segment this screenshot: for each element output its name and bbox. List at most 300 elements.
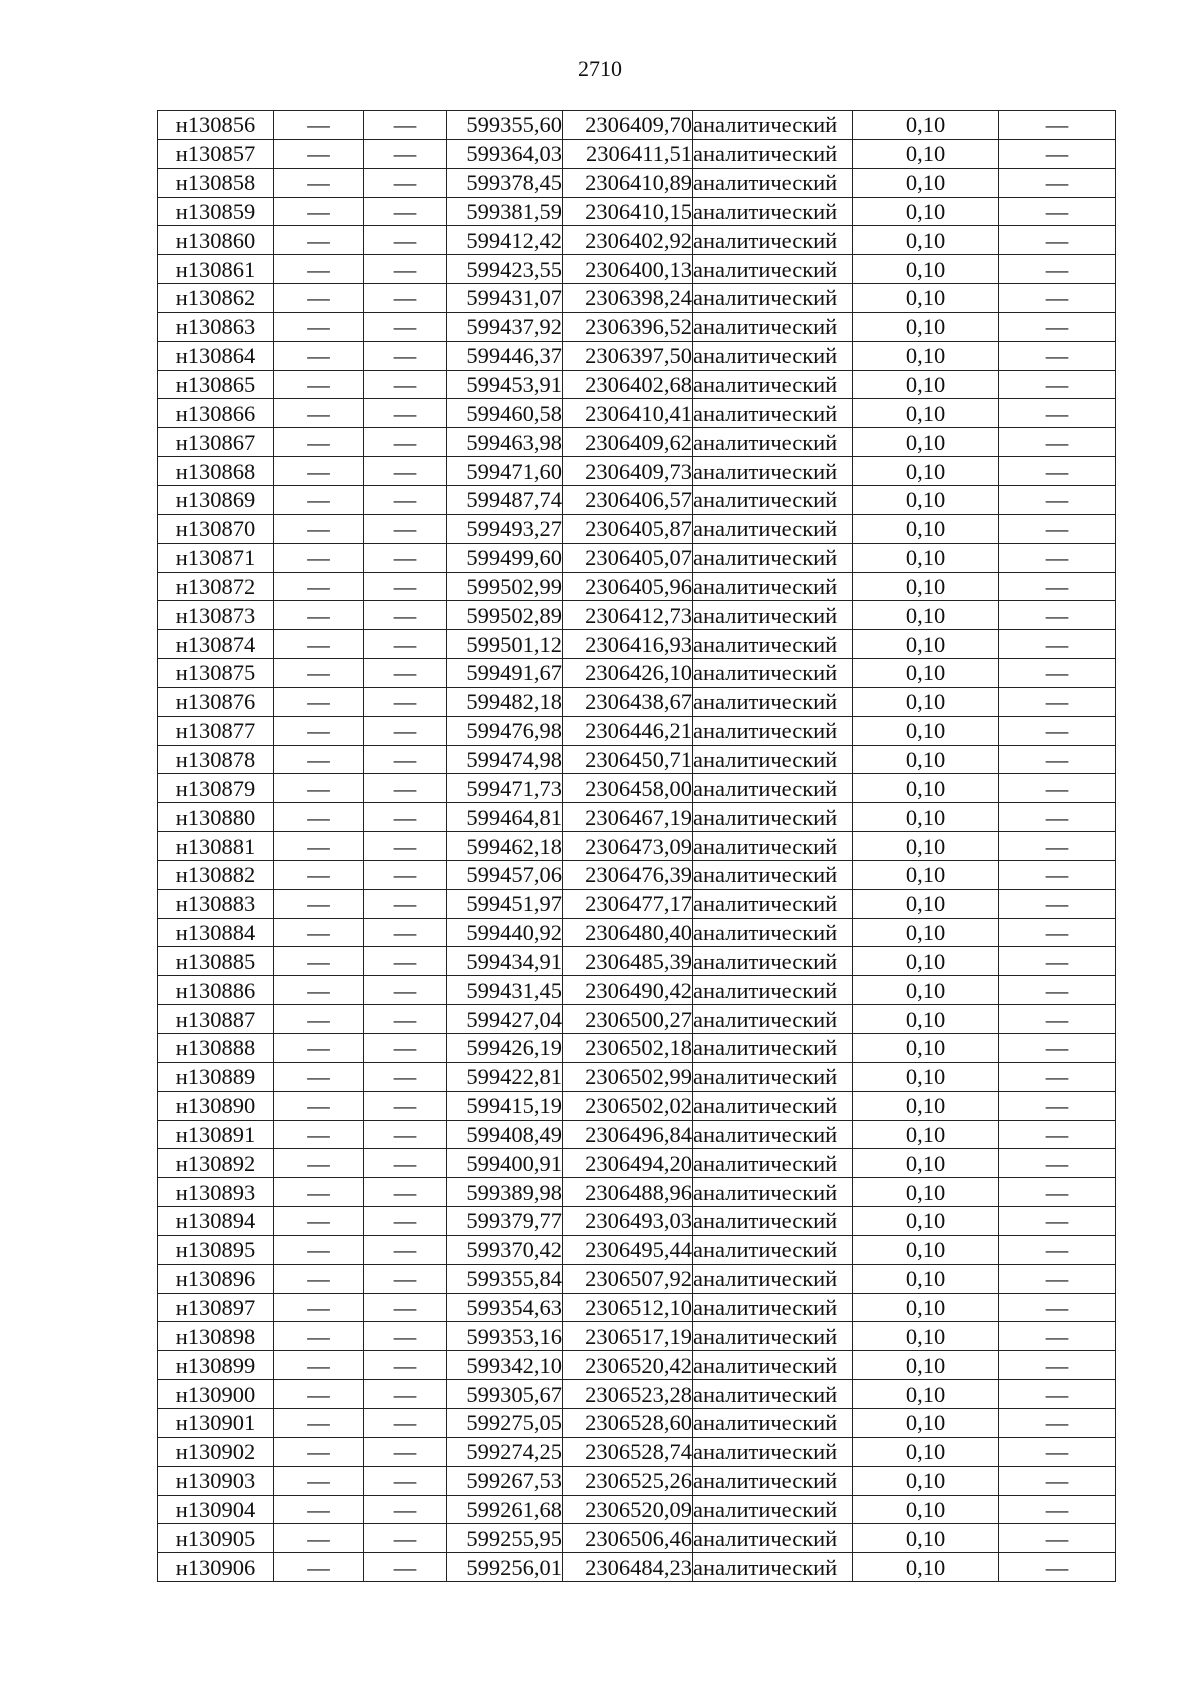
dash-mark: — xyxy=(393,372,417,398)
empty-value-cell xyxy=(274,255,364,284)
dash-mark: — xyxy=(1045,631,1069,657)
accuracy-cell: 0,10 xyxy=(853,111,999,140)
empty-value-cell xyxy=(274,745,364,774)
x-coordinate-cell: 599451,97 xyxy=(447,889,563,918)
empty-value-cell xyxy=(274,1034,364,1063)
empty-value-cell xyxy=(364,1408,447,1437)
point-name-cell: н130890 xyxy=(158,1091,274,1120)
y-coordinate-cell: 2306446,21 xyxy=(563,716,693,745)
empty-value-cell xyxy=(999,832,1116,861)
dash-mark: — xyxy=(1045,891,1069,917)
point-name-cell: н130894 xyxy=(158,1207,274,1236)
dash-mark: — xyxy=(393,804,417,830)
method-cell: аналитический xyxy=(693,1207,853,1236)
empty-value-cell xyxy=(364,1293,447,1322)
dash-mark: — xyxy=(1045,1295,1069,1321)
dash-mark: — xyxy=(307,1121,330,1147)
y-coordinate-cell: 2306493,03 xyxy=(563,1207,693,1236)
x-coordinate-cell: 599342,10 xyxy=(447,1351,563,1380)
x-coordinate-cell: 599381,59 xyxy=(447,197,563,226)
y-coordinate-cell: 2306410,41 xyxy=(563,399,693,428)
x-coordinate-cell: 599426,19 xyxy=(447,1034,563,1063)
method-cell: аналитический xyxy=(693,774,853,803)
y-coordinate-cell: 2306517,19 xyxy=(563,1322,693,1351)
empty-value-cell xyxy=(364,457,447,486)
empty-value-cell xyxy=(274,601,364,630)
dash-mark: — xyxy=(307,1352,330,1378)
accuracy-cell: 0,10 xyxy=(853,543,999,572)
y-coordinate-cell: 2306409,62 xyxy=(563,428,693,457)
empty-value-cell xyxy=(274,168,364,197)
x-coordinate-cell: 599427,04 xyxy=(447,1005,563,1034)
empty-value-cell xyxy=(999,1495,1116,1524)
empty-value-cell xyxy=(999,139,1116,168)
dash-mark: — xyxy=(1045,1381,1069,1407)
method-cell: аналитический xyxy=(693,399,853,428)
table-row xyxy=(158,1091,1116,1120)
table-row xyxy=(158,226,1116,255)
dash-mark: — xyxy=(307,1093,330,1119)
x-coordinate-cell: 599440,92 xyxy=(447,918,563,947)
table-row xyxy=(158,1034,1116,1063)
dash-mark: — xyxy=(307,1035,330,1061)
method-cell: аналитический xyxy=(693,601,853,630)
dash-mark: — xyxy=(1045,1064,1069,1090)
empty-value-cell xyxy=(364,745,447,774)
dash-mark: — xyxy=(307,948,330,974)
y-coordinate-cell: 2306512,10 xyxy=(563,1293,693,1322)
x-coordinate-cell: 599370,42 xyxy=(447,1235,563,1264)
dash-mark: — xyxy=(393,1381,417,1407)
dash-mark: — xyxy=(393,1323,417,1349)
empty-value-cell xyxy=(999,716,1116,745)
point-name-cell: н130905 xyxy=(158,1524,274,1553)
point-name-cell: н130893 xyxy=(158,1178,274,1207)
empty-value-cell xyxy=(364,1235,447,1264)
method-cell: аналитический xyxy=(693,255,853,284)
method-cell: аналитический xyxy=(693,1149,853,1178)
method-cell: аналитический xyxy=(693,370,853,399)
y-coordinate-cell: 2306502,02 xyxy=(563,1091,693,1120)
method-cell: аналитический xyxy=(693,543,853,572)
table-row xyxy=(158,485,1116,514)
method-cell: аналитический xyxy=(693,572,853,601)
y-coordinate-cell: 2306502,99 xyxy=(563,1062,693,1091)
x-coordinate-cell: 599423,55 xyxy=(447,255,563,284)
point-name-cell: н130878 xyxy=(158,745,274,774)
table-row xyxy=(158,1178,1116,1207)
point-name-cell: н130877 xyxy=(158,716,274,745)
dash-mark: — xyxy=(1045,1468,1069,1494)
empty-value-cell xyxy=(999,341,1116,370)
dash-mark: — xyxy=(307,862,330,888)
table-row xyxy=(158,659,1116,688)
dash-mark: — xyxy=(393,862,417,888)
empty-value-cell xyxy=(274,1235,364,1264)
method-cell: аналитический xyxy=(693,284,853,313)
empty-value-cell xyxy=(999,284,1116,313)
dash-mark: — xyxy=(1045,1410,1069,1436)
dash-mark: — xyxy=(1045,602,1069,628)
empty-value-cell xyxy=(364,139,447,168)
empty-value-cell xyxy=(999,803,1116,832)
dash-mark: — xyxy=(393,948,417,974)
empty-value-cell xyxy=(364,889,447,918)
x-coordinate-cell: 599434,91 xyxy=(447,947,563,976)
y-coordinate-cell: 2306397,50 xyxy=(563,341,693,370)
accuracy-cell: 0,10 xyxy=(853,774,999,803)
point-name-cell: н130867 xyxy=(158,428,274,457)
x-coordinate-cell: 599255,95 xyxy=(447,1524,563,1553)
y-coordinate-cell: 2306495,44 xyxy=(563,1235,693,1264)
table-row xyxy=(158,889,1116,918)
point-name-cell: н130895 xyxy=(158,1235,274,1264)
y-coordinate-cell: 2306520,09 xyxy=(563,1495,693,1524)
x-coordinate-cell: 599412,42 xyxy=(447,226,563,255)
dash-mark: — xyxy=(1045,1266,1069,1292)
accuracy-cell: 0,10 xyxy=(853,1005,999,1034)
method-cell: аналитический xyxy=(693,1553,853,1582)
y-coordinate-cell: 2306476,39 xyxy=(563,860,693,889)
dash-mark: — xyxy=(1045,1525,1069,1551)
dash-mark: — xyxy=(307,891,330,917)
dash-mark: — xyxy=(393,1266,417,1292)
dash-mark: — xyxy=(307,170,330,196)
empty-value-cell xyxy=(999,889,1116,918)
point-name-cell: н130861 xyxy=(158,255,274,284)
table-row xyxy=(158,1149,1116,1178)
x-coordinate-cell: 599463,98 xyxy=(447,428,563,457)
point-name-cell: н130898 xyxy=(158,1322,274,1351)
x-coordinate-cell: 599457,06 xyxy=(447,860,563,889)
dash-mark: — xyxy=(1045,862,1069,888)
empty-value-cell xyxy=(999,1264,1116,1293)
point-name-cell: н130887 xyxy=(158,1005,274,1034)
empty-value-cell xyxy=(999,428,1116,457)
x-coordinate-cell: 599415,19 xyxy=(447,1091,563,1120)
method-cell: аналитический xyxy=(693,1005,853,1034)
dash-mark: — xyxy=(1045,372,1069,398)
dash-mark: — xyxy=(307,920,330,946)
y-coordinate-cell: 2306500,27 xyxy=(563,1005,693,1034)
table-row xyxy=(158,918,1116,947)
accuracy-cell: 0,10 xyxy=(853,1034,999,1063)
dash-mark: — xyxy=(393,314,417,340)
method-cell: аналитический xyxy=(693,1178,853,1207)
empty-value-cell xyxy=(364,1351,447,1380)
dash-mark: — xyxy=(307,1150,330,1176)
empty-value-cell xyxy=(364,1062,447,1091)
y-coordinate-cell: 2306485,39 xyxy=(563,947,693,976)
coordinates-table xyxy=(157,110,1116,1582)
empty-value-cell xyxy=(274,1495,364,1524)
dash-mark: — xyxy=(1045,285,1069,311)
empty-value-cell xyxy=(274,428,364,457)
point-name-cell: н130892 xyxy=(158,1149,274,1178)
page-number: 2710 xyxy=(578,56,622,81)
empty-value-cell xyxy=(274,514,364,543)
dash-mark: — xyxy=(393,775,417,801)
dash-mark: — xyxy=(393,891,417,917)
table-row xyxy=(158,976,1116,1005)
dash-mark: — xyxy=(1045,487,1069,513)
dash-mark: — xyxy=(307,1179,330,1205)
method-cell: аналитический xyxy=(693,860,853,889)
accuracy-cell: 0,10 xyxy=(853,1524,999,1553)
y-coordinate-cell: 2306523,28 xyxy=(563,1380,693,1409)
empty-value-cell xyxy=(364,1178,447,1207)
point-name-cell: н130881 xyxy=(158,832,274,861)
y-coordinate-cell: 2306412,73 xyxy=(563,601,693,630)
x-coordinate-cell: 599408,49 xyxy=(447,1120,563,1149)
accuracy-cell: 0,10 xyxy=(853,1062,999,1091)
dash-mark: — xyxy=(393,198,417,224)
y-coordinate-cell: 2306473,09 xyxy=(563,832,693,861)
dash-mark: — xyxy=(393,343,417,369)
point-name-cell: н130889 xyxy=(158,1062,274,1091)
empty-value-cell xyxy=(364,1005,447,1034)
point-name-cell: н130902 xyxy=(158,1437,274,1466)
dash-mark: — xyxy=(307,429,330,455)
table-body xyxy=(158,111,1116,1582)
dash-mark: — xyxy=(307,746,330,772)
y-coordinate-cell: 2306507,92 xyxy=(563,1264,693,1293)
dash-mark: — xyxy=(307,372,330,398)
dash-mark: — xyxy=(1045,400,1069,426)
y-coordinate-cell: 2306405,96 xyxy=(563,572,693,601)
point-name-cell: н130868 xyxy=(158,457,274,486)
point-name-cell: н130899 xyxy=(158,1351,274,1380)
table-row xyxy=(158,255,1116,284)
empty-value-cell xyxy=(999,1524,1116,1553)
method-cell: аналитический xyxy=(693,1264,853,1293)
x-coordinate-cell: 599275,05 xyxy=(447,1408,563,1437)
accuracy-cell: 0,10 xyxy=(853,630,999,659)
empty-value-cell xyxy=(274,111,364,140)
dash-mark: — xyxy=(307,487,330,513)
table-row xyxy=(158,428,1116,457)
empty-value-cell xyxy=(999,976,1116,1005)
dash-mark: — xyxy=(393,920,417,946)
y-coordinate-cell: 2306520,42 xyxy=(563,1351,693,1380)
method-cell: аналитический xyxy=(693,428,853,457)
dash-mark: — xyxy=(393,516,417,542)
dash-mark: — xyxy=(307,833,330,859)
x-coordinate-cell: 599482,18 xyxy=(447,687,563,716)
dash-mark: — xyxy=(307,256,330,282)
empty-value-cell xyxy=(364,543,447,572)
empty-value-cell xyxy=(274,774,364,803)
point-name-cell: н130859 xyxy=(158,197,274,226)
empty-value-cell xyxy=(274,485,364,514)
empty-value-cell xyxy=(364,168,447,197)
table-row xyxy=(158,745,1116,774)
dash-mark: — xyxy=(307,1468,330,1494)
x-coordinate-cell: 599267,53 xyxy=(447,1466,563,1495)
x-coordinate-cell: 599422,81 xyxy=(447,1062,563,1091)
method-cell: аналитический xyxy=(693,139,853,168)
empty-value-cell xyxy=(999,1178,1116,1207)
empty-value-cell xyxy=(364,803,447,832)
x-coordinate-cell: 599471,60 xyxy=(447,457,563,486)
accuracy-cell: 0,10 xyxy=(853,428,999,457)
empty-value-cell xyxy=(364,1553,447,1582)
empty-value-cell xyxy=(364,341,447,370)
accuracy-cell: 0,10 xyxy=(853,341,999,370)
dash-mark: — xyxy=(393,285,417,311)
dash-mark: — xyxy=(307,573,330,599)
accuracy-cell: 0,10 xyxy=(853,803,999,832)
x-coordinate-cell: 599499,60 xyxy=(447,543,563,572)
y-coordinate-cell: 2306525,26 xyxy=(563,1466,693,1495)
point-name-cell: н130873 xyxy=(158,601,274,630)
empty-value-cell xyxy=(999,111,1116,140)
empty-value-cell xyxy=(274,889,364,918)
empty-value-cell xyxy=(364,226,447,255)
table-row xyxy=(158,1235,1116,1264)
empty-value-cell xyxy=(274,1408,364,1437)
method-cell: аналитический xyxy=(693,1351,853,1380)
x-coordinate-cell: 599354,63 xyxy=(447,1293,563,1322)
accuracy-cell: 0,10 xyxy=(853,572,999,601)
x-coordinate-cell: 599446,37 xyxy=(447,341,563,370)
point-name-cell: н130882 xyxy=(158,860,274,889)
table-row xyxy=(158,947,1116,976)
empty-value-cell xyxy=(364,1264,447,1293)
method-cell: аналитический xyxy=(693,1120,853,1149)
accuracy-cell: 0,10 xyxy=(853,1293,999,1322)
empty-value-cell xyxy=(274,1178,364,1207)
dash-mark: — xyxy=(393,660,417,686)
accuracy-cell: 0,10 xyxy=(853,1553,999,1582)
x-coordinate-cell: 599491,67 xyxy=(447,659,563,688)
accuracy-cell: 0,10 xyxy=(853,1437,999,1466)
dash-mark: — xyxy=(1045,1352,1069,1378)
dash-mark: — xyxy=(307,718,330,744)
empty-value-cell xyxy=(364,1495,447,1524)
dash-mark: — xyxy=(307,545,330,571)
x-coordinate-cell: 599471,73 xyxy=(447,774,563,803)
empty-value-cell xyxy=(364,918,447,947)
x-coordinate-cell: 599379,77 xyxy=(447,1207,563,1236)
accuracy-cell: 0,10 xyxy=(853,370,999,399)
dash-mark: — xyxy=(307,1295,330,1321)
empty-value-cell xyxy=(364,1524,447,1553)
empty-value-cell xyxy=(999,860,1116,889)
y-coordinate-cell: 2306467,19 xyxy=(563,803,693,832)
empty-value-cell xyxy=(274,1524,364,1553)
x-coordinate-cell: 599453,91 xyxy=(447,370,563,399)
method-cell: аналитический xyxy=(693,226,853,255)
empty-value-cell xyxy=(364,1149,447,1178)
dash-mark: — xyxy=(1045,833,1069,859)
dash-mark: — xyxy=(393,833,417,859)
y-coordinate-cell: 2306528,74 xyxy=(563,1437,693,1466)
empty-value-cell xyxy=(364,485,447,514)
table-row xyxy=(158,1062,1116,1091)
method-cell: аналитический xyxy=(693,485,853,514)
table-row xyxy=(158,1437,1116,1466)
dash-mark: — xyxy=(1045,573,1069,599)
empty-value-cell xyxy=(999,1437,1116,1466)
method-cell: аналитический xyxy=(693,341,853,370)
accuracy-cell: 0,10 xyxy=(853,745,999,774)
y-coordinate-cell: 2306494,20 xyxy=(563,1149,693,1178)
dash-mark: — xyxy=(307,314,330,340)
accuracy-cell: 0,10 xyxy=(853,1322,999,1351)
x-coordinate-cell: 599364,03 xyxy=(447,139,563,168)
method-cell: аналитический xyxy=(693,111,853,140)
dash-mark: — xyxy=(1045,343,1069,369)
table-row xyxy=(158,1264,1116,1293)
x-coordinate-cell: 599431,45 xyxy=(447,976,563,1005)
dash-mark: — xyxy=(393,573,417,599)
accuracy-cell: 0,10 xyxy=(853,1466,999,1495)
empty-value-cell xyxy=(364,601,447,630)
method-cell: аналитический xyxy=(693,1408,853,1437)
dash-mark: — xyxy=(1045,1093,1069,1119)
y-coordinate-cell: 2306480,40 xyxy=(563,918,693,947)
method-cell: аналитический xyxy=(693,659,853,688)
empty-value-cell xyxy=(999,1466,1116,1495)
table-row xyxy=(158,1495,1116,1524)
x-coordinate-cell: 599431,07 xyxy=(447,284,563,313)
method-cell: аналитический xyxy=(693,1293,853,1322)
dash-mark: — xyxy=(1045,1179,1069,1205)
dash-mark: — xyxy=(393,1121,417,1147)
point-name-cell: н130901 xyxy=(158,1408,274,1437)
table-row xyxy=(158,832,1116,861)
method-cell: аналитический xyxy=(693,1437,853,1466)
accuracy-cell: 0,10 xyxy=(853,918,999,947)
y-coordinate-cell: 2306410,15 xyxy=(563,197,693,226)
empty-value-cell xyxy=(274,918,364,947)
empty-value-cell xyxy=(999,630,1116,659)
point-name-cell: н130860 xyxy=(158,226,274,255)
table-row xyxy=(158,370,1116,399)
empty-value-cell xyxy=(999,745,1116,774)
table-row xyxy=(158,1408,1116,1437)
y-coordinate-cell: 2306477,17 xyxy=(563,889,693,918)
dash-mark: — xyxy=(307,458,330,484)
x-coordinate-cell: 599474,98 xyxy=(447,745,563,774)
empty-value-cell xyxy=(364,572,447,601)
empty-value-cell xyxy=(999,918,1116,947)
dash-mark: — xyxy=(1045,429,1069,455)
empty-value-cell xyxy=(999,1553,1116,1582)
empty-value-cell xyxy=(364,255,447,284)
table-row xyxy=(158,1380,1116,1409)
method-cell: аналитический xyxy=(693,832,853,861)
dash-mark: — xyxy=(393,400,417,426)
dash-mark: — xyxy=(1045,1323,1069,1349)
method-cell: аналитический xyxy=(693,1322,853,1351)
y-coordinate-cell: 2306458,00 xyxy=(563,774,693,803)
x-coordinate-cell: 599476,98 xyxy=(447,716,563,745)
dash-mark: — xyxy=(307,1554,330,1580)
dash-mark: — xyxy=(1045,1150,1069,1176)
dash-mark: — xyxy=(307,285,330,311)
x-coordinate-cell: 599353,16 xyxy=(447,1322,563,1351)
y-coordinate-cell: 2306426,10 xyxy=(563,659,693,688)
accuracy-cell: 0,10 xyxy=(853,889,999,918)
dash-mark: — xyxy=(393,1064,417,1090)
empty-value-cell xyxy=(999,514,1116,543)
accuracy-cell: 0,10 xyxy=(853,312,999,341)
table-row xyxy=(158,1005,1116,1034)
table-row xyxy=(158,1322,1116,1351)
empty-value-cell xyxy=(274,716,364,745)
